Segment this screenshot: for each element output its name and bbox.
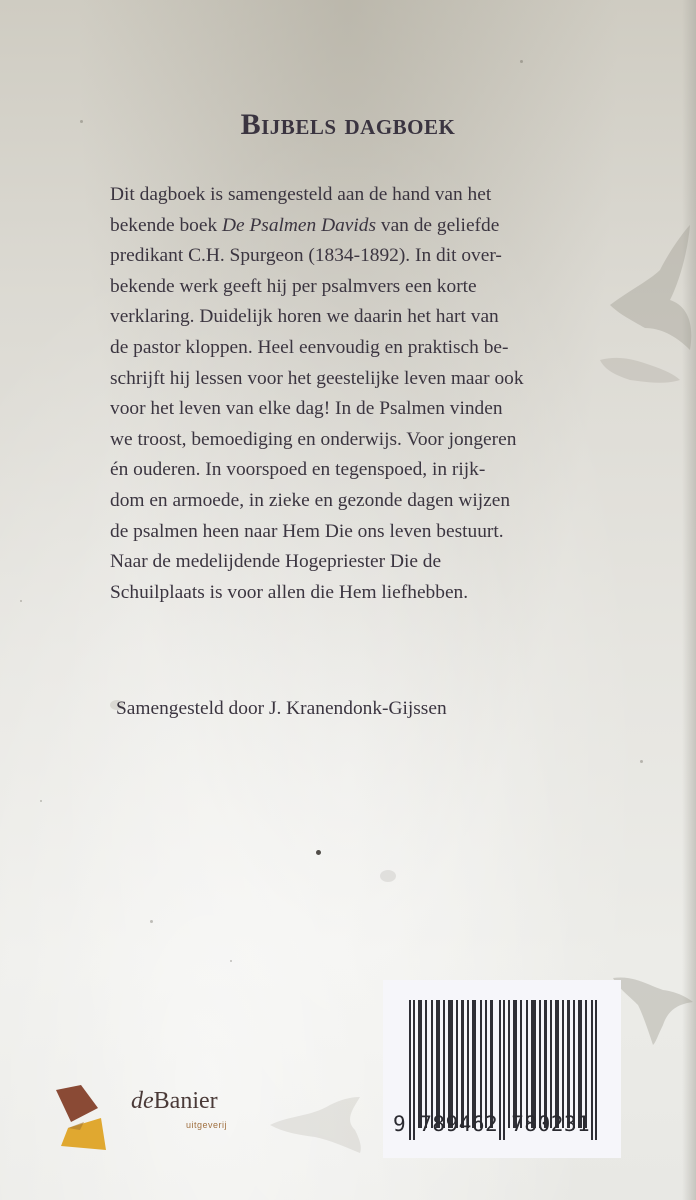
- texture-speck: [640, 760, 643, 763]
- dove-silhouette-icon: [260, 1085, 380, 1165]
- texture-speck: [150, 920, 153, 923]
- blurb-line: [110, 211, 610, 242]
- book-reference-title: De Psalmen Davids: [222, 214, 377, 236]
- blurb-line: verklaring. Duidelijk horen we daarin het hart van: [110, 306, 499, 328]
- blurb-line: de pastor kloppen. Heel eenvoudig en praktisch be-: [110, 336, 509, 358]
- texture-speck: [316, 850, 321, 855]
- blurb-text-fragment: van de geliefde: [376, 214, 500, 236]
- texture-speck: [520, 60, 523, 63]
- blurb-line: bekende werk geeft hij per psalmvers een korte: [110, 275, 477, 297]
- publisher-name-prefix: de: [131, 1088, 154, 1114]
- texture-speck: [40, 800, 42, 802]
- publisher-subtitle: uitgeverij: [186, 1120, 228, 1130]
- texture-speck: [380, 870, 396, 882]
- blurb-text-fragment: bekende boek: [110, 214, 222, 236]
- blurb-line: én ouderen. In voorspoed en tegenspoed, in rijk-: [110, 459, 486, 481]
- blurb-line: de psalmen heen naar Hem Die ons leven bestuurt.: [110, 520, 504, 542]
- blurb-line: dom en armoede, in zieke en gezonde dagen wijzen: [110, 489, 511, 511]
- publisher-logo-mark-icon: [46, 1080, 126, 1155]
- blurb-line: Naar de medelijdende Hogepriester Die de: [110, 551, 442, 573]
- publisher-name-main: Banier: [153, 1088, 218, 1114]
- isbn-barcode: [383, 980, 621, 1158]
- blurb-line: voor het leven van elke dag! In de Psalmen vinden: [110, 398, 503, 420]
- publisher-logo: [46, 1080, 256, 1155]
- blurb-line: schrijft hij lessen voor het geestelijke leven maar ook: [110, 367, 524, 389]
- blurb-text: [110, 180, 610, 608]
- book-title: Bijbels dagboek: [240, 108, 456, 142]
- blurb-line: Schuilplaats is voor allen die Hem liefhebben.: [110, 581, 469, 603]
- blurb-line: we troost, bemoediging en onderwijs. Voor jongeren: [110, 428, 517, 450]
- isbn-number: 9 789462 780231: [393, 1112, 591, 1136]
- blurb-line: predikant C.H. Spurgeon (1834-1892). In dit over-: [110, 245, 502, 267]
- publisher-name: [131, 1088, 218, 1115]
- compiler-credit: Samengesteld door J. Kranendonk-Gijssen: [116, 698, 447, 719]
- texture-speck: [20, 600, 22, 602]
- blurb-line: Dit dagboek is samengesteld aan de hand van het: [110, 184, 492, 205]
- texture-speck: [230, 960, 232, 962]
- dove-silhouette-icon: [608, 970, 696, 1050]
